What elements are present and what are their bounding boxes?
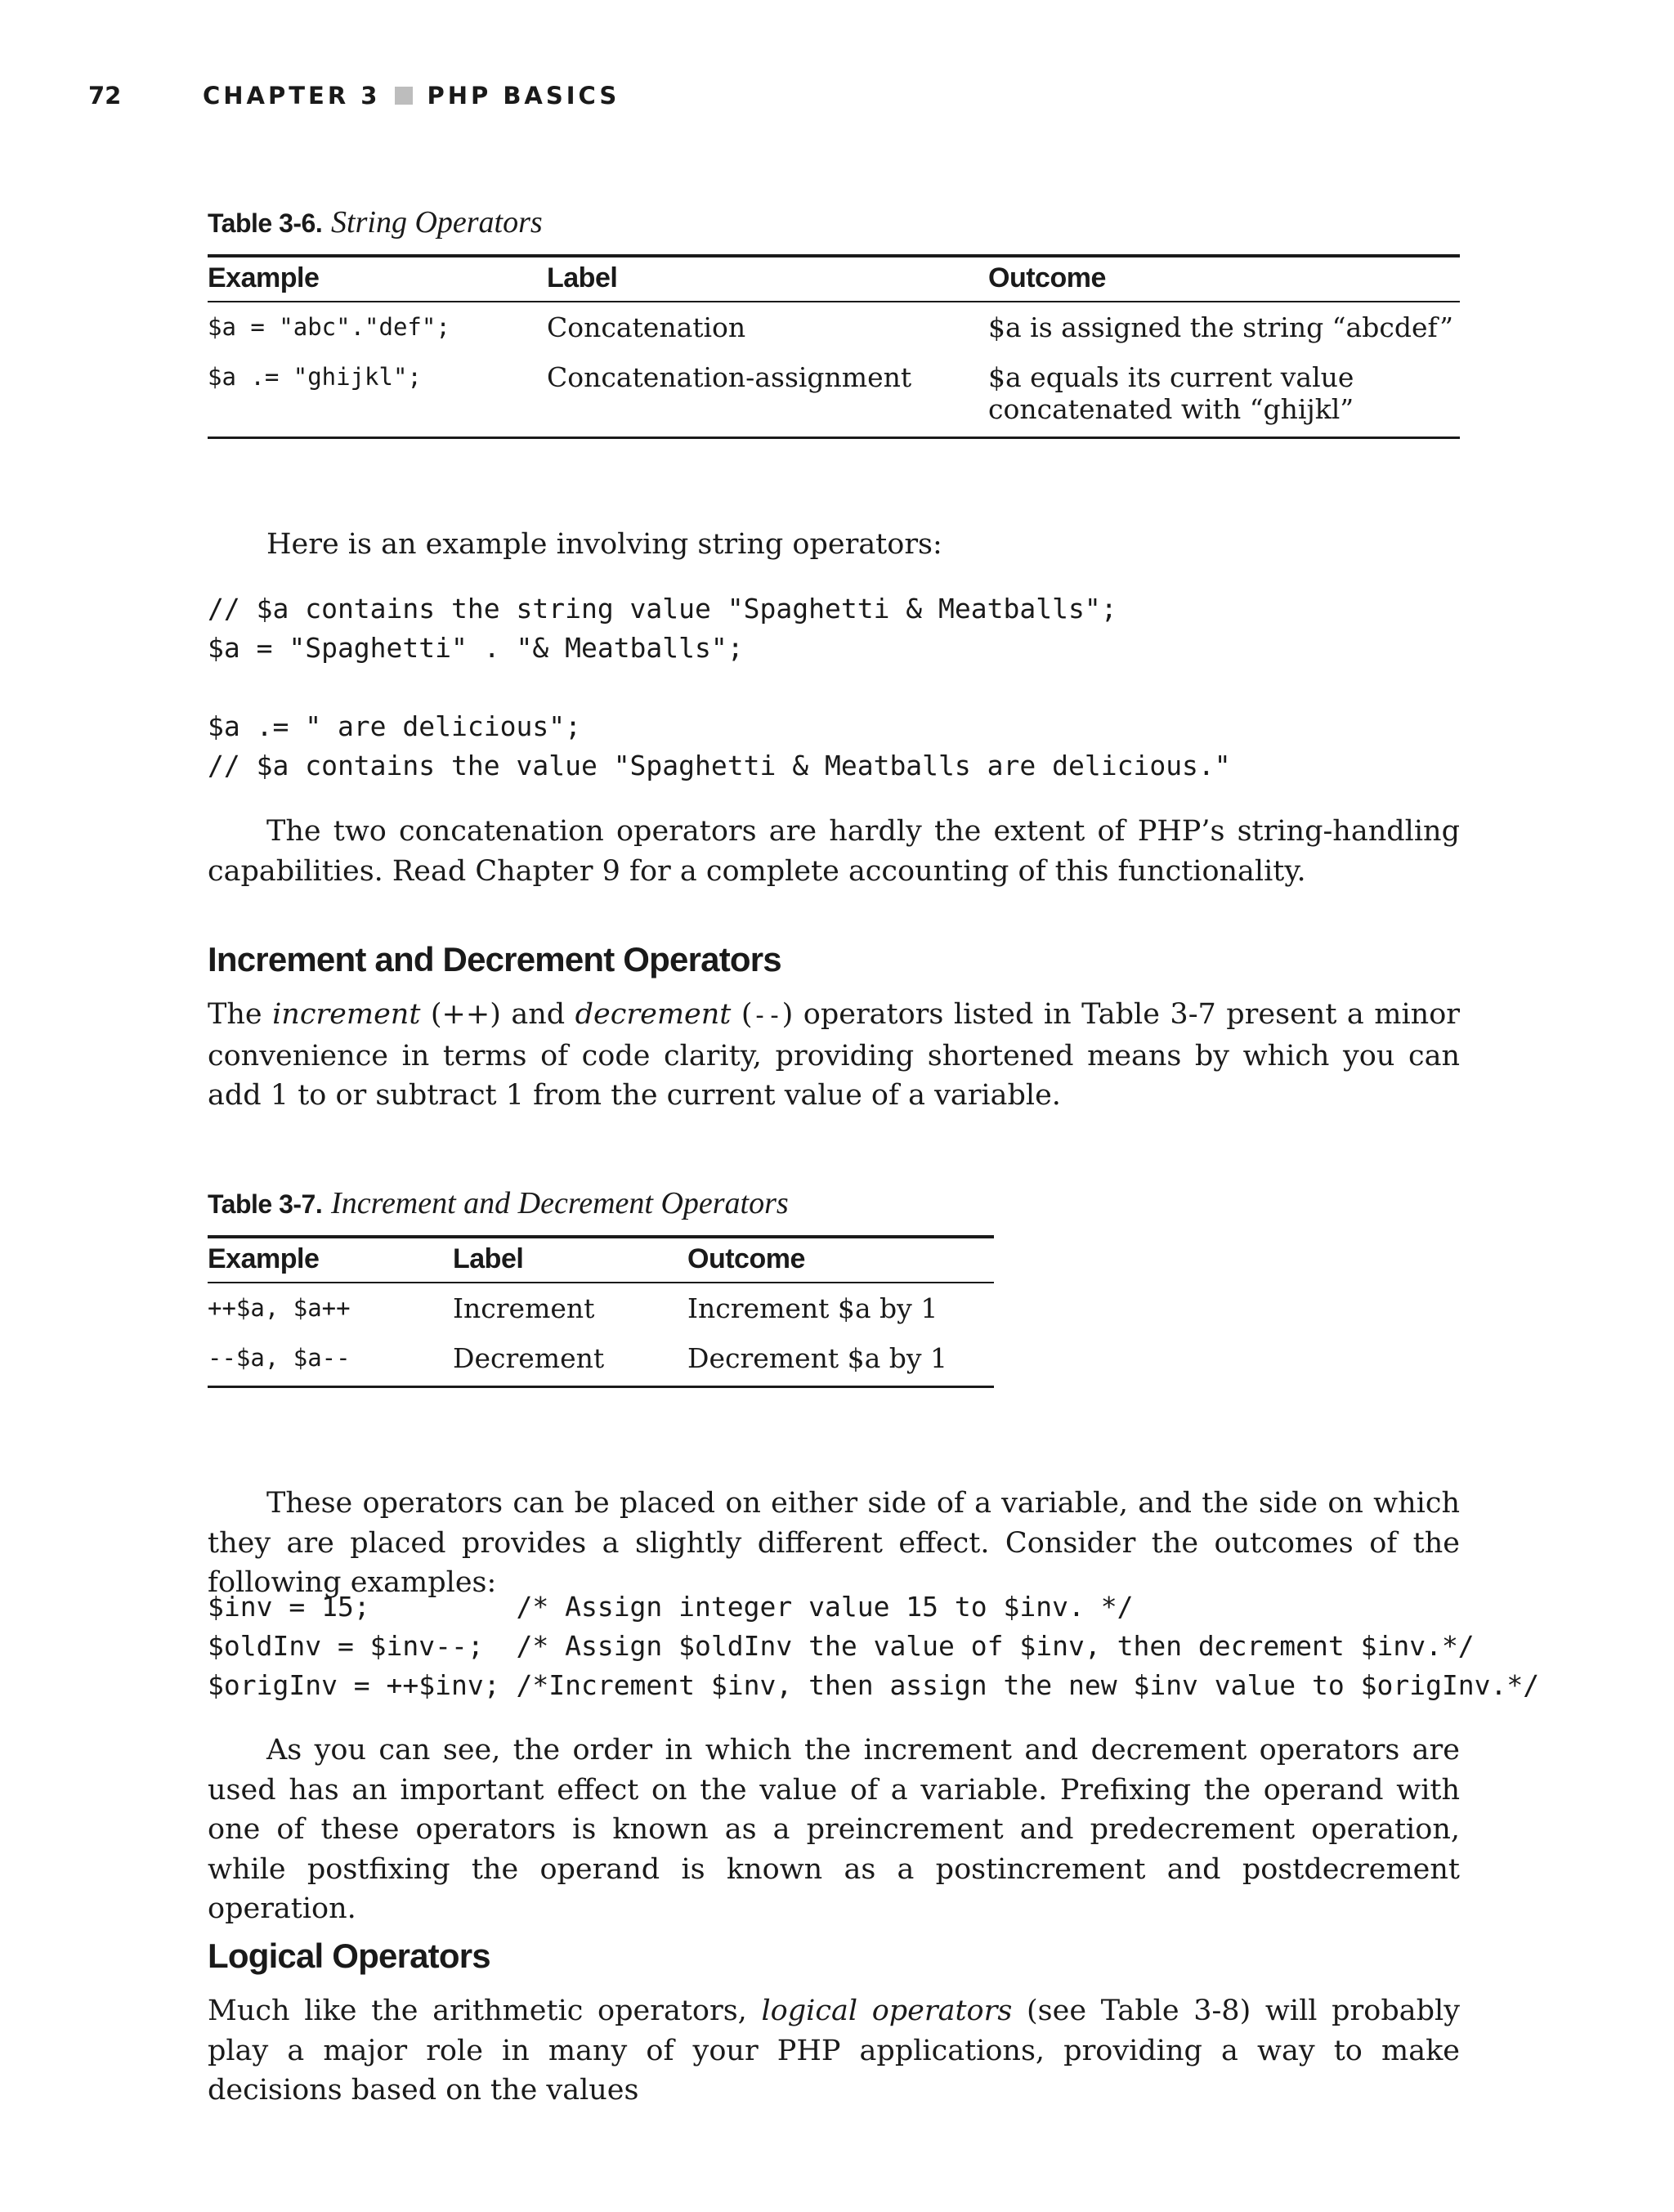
code-line: $inv = 15; /* Assign integer value 15 to $inv. */ xyxy=(208,1591,1134,1623)
outcome-line: concatenated with “ghijkl” xyxy=(988,393,1354,425)
label-cell: Concatenation xyxy=(547,311,746,343)
paragraph: As you can see, the order in which the increment and decrement operators are used has an important effect on the value of a variable. Prefixing the operand with one of these operators is known as a preincrement and predecrement operation, while postfixing the operand is known as a postincrement and postdecrement operation. xyxy=(208,1734,1460,1925)
example-cell: $a .= "ghijkl"; xyxy=(208,363,422,391)
string-operators-table xyxy=(208,254,1460,439)
code-line xyxy=(208,668,1231,707)
table-row xyxy=(208,352,1460,438)
label-cell: Concatenation-assignment xyxy=(547,361,912,393)
column-header: Label xyxy=(547,262,618,293)
table-row xyxy=(208,1283,994,1333)
chapter-title xyxy=(203,82,620,110)
text-run: The xyxy=(208,998,273,1031)
text-run: ) operators listed in Table 3-7 present a minor convenience in terms of code clarity, providing shortened means by which you can add 1 to or subtract 1 from the current value of a variable. xyxy=(208,998,1460,1112)
outcome-line: $a equals its current value xyxy=(988,361,1354,393)
column-header: Outcome xyxy=(988,262,1106,293)
text-run: (++) and xyxy=(420,998,575,1031)
running-header xyxy=(88,82,1511,114)
table-header-row xyxy=(208,256,1460,302)
table-number: Table 3-7. xyxy=(208,1189,323,1219)
text-run: ( xyxy=(731,998,753,1031)
code-line: // $a contains the value "Spaghetti & Meatballs are delicious." xyxy=(208,750,1231,781)
table-caption xyxy=(208,1185,994,1222)
table-3-6 xyxy=(208,204,1460,439)
table-caption xyxy=(208,204,1460,241)
inline-code: -- xyxy=(752,1001,782,1030)
table-3-7 xyxy=(208,1185,994,1388)
table-number: Table 3-6. xyxy=(208,208,323,238)
column-header: Label xyxy=(453,1243,524,1274)
square-separator-icon xyxy=(395,87,413,105)
paragraph xyxy=(208,995,1460,1116)
label-cell: Decrement xyxy=(453,1342,605,1374)
emphasis: increment xyxy=(272,998,421,1031)
code-line: // $a contains the string value "Spaghetti & Meatballs"; xyxy=(208,593,1117,625)
label-cell: Increment xyxy=(453,1292,595,1324)
outcome-cell xyxy=(988,302,1460,352)
outcome-cell xyxy=(988,352,1460,438)
chapter-label: CHAPTER 3 xyxy=(203,82,381,110)
code-line: $origInv = ++$inv; /*Increment $inv, then assign the new $inv value to $origInv.*/ xyxy=(208,1669,1540,1701)
paragraph: The two concatenation operators are hardly the extent of PHP’s string-handling capabilities. Read Chapter 9 for a complete accounting of this functionality. xyxy=(208,815,1460,888)
increment-decrement-table xyxy=(208,1235,994,1388)
column-header: Outcome xyxy=(687,1243,805,1274)
example-cell: $a = "abc"."def"; xyxy=(208,313,450,341)
page-number: 72 xyxy=(88,82,122,110)
section-heading: Increment and Decrement Operators xyxy=(208,940,781,978)
text-run: (see Table 3-8) will probably play a major role in many of your PHP applications, providing a way to make decisions based on the values xyxy=(208,1995,1460,2107)
code-line: $a = "Spaghetti" . "& Meatballs"; xyxy=(208,632,744,664)
table-title: String Operators xyxy=(331,205,543,240)
table-row xyxy=(208,1333,994,1387)
code-line: $a .= " are delicious"; xyxy=(208,710,581,742)
code-line: $oldInv = $inv--; /* Assign $oldInv the value of $inv, then decrement $inv.*/ xyxy=(208,1630,1475,1662)
code-block xyxy=(208,1587,1539,1705)
paragraph: Here is an example involving string operators: xyxy=(266,528,942,561)
column-header: Example xyxy=(208,1243,320,1274)
outcome-cell: Increment $a by 1 xyxy=(687,1292,938,1324)
outcome-line: $a is assigned the string “abcdef” xyxy=(988,311,1454,343)
table-title: Increment and Decrement Operators xyxy=(331,1186,789,1220)
outcome-cell: Decrement $a by 1 xyxy=(687,1342,948,1374)
table-row xyxy=(208,302,1460,352)
code-block xyxy=(208,589,1231,786)
paragraph: These operators can be placed on either side of a variable, and the side on which they are placed provides a slightly different effect. Consider the outcomes of the following examples: xyxy=(208,1487,1460,1599)
emphasis: logical operators xyxy=(761,1995,1013,2027)
column-header: Example xyxy=(208,262,320,293)
section-heading: Logical Operators xyxy=(208,1937,490,1975)
section-label: PHP BASICS xyxy=(427,82,620,110)
example-cell: --$a, $a-- xyxy=(208,1344,351,1372)
paragraph xyxy=(208,1991,1460,2111)
emphasis: decrement xyxy=(575,998,732,1031)
table-header-row xyxy=(208,1237,994,1283)
example-cell: ++$a, $a++ xyxy=(208,1294,351,1322)
text-run: Much like the arithmetic operators, xyxy=(208,1995,762,2027)
